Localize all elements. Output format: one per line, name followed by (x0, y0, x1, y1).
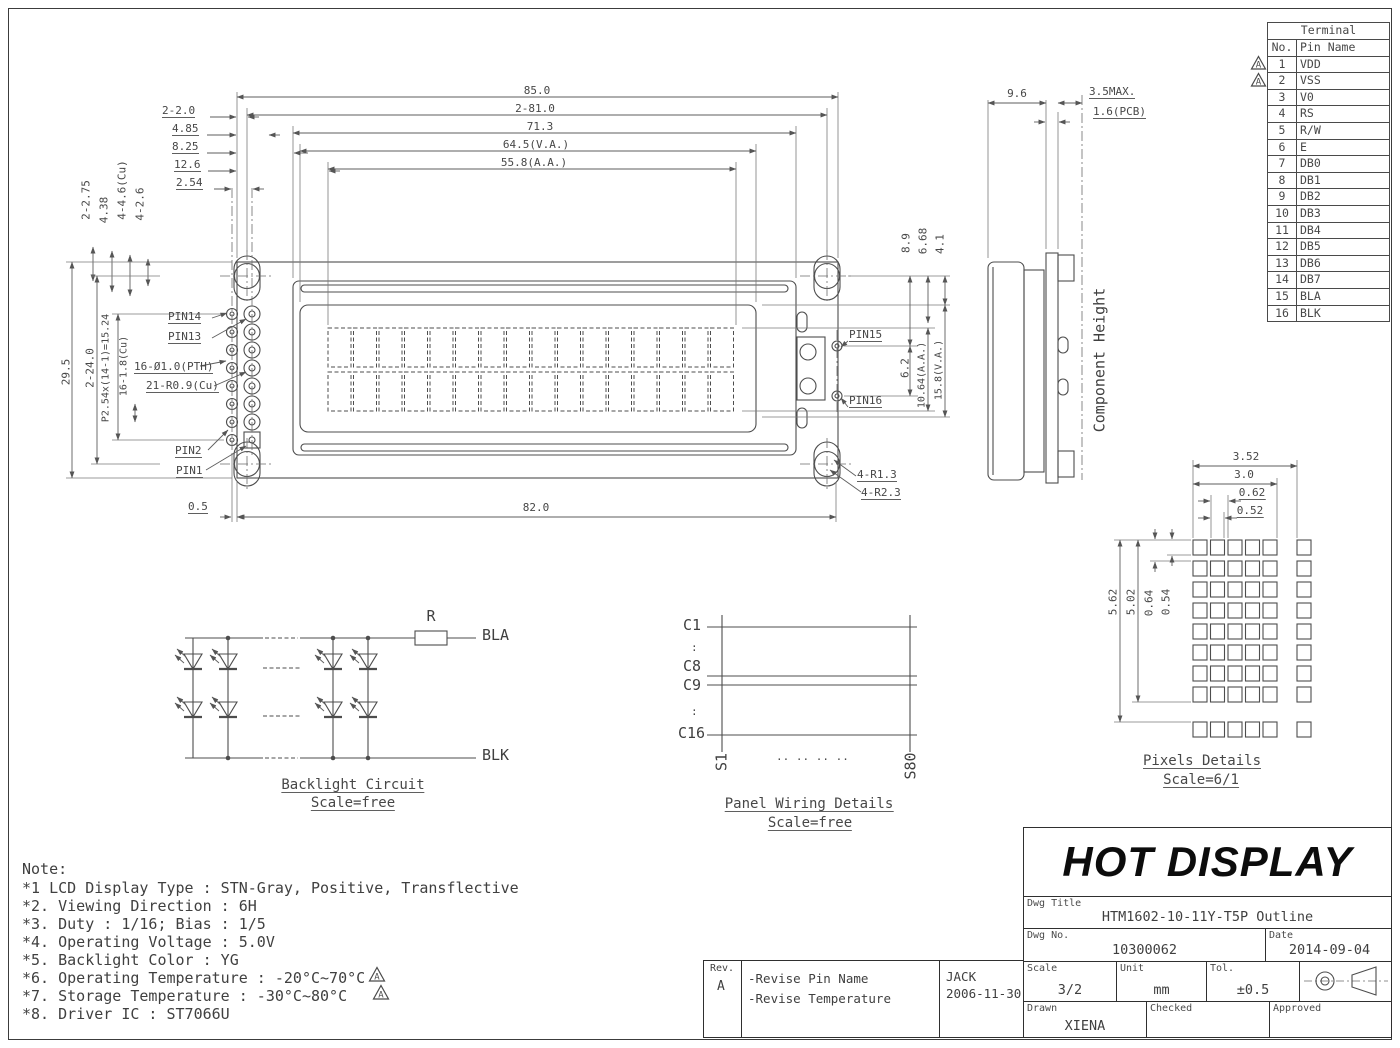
table-row: 2 VSS (1268, 73, 1390, 90)
dim-0-64: 0.64 (1142, 589, 1156, 617)
dwg-title-row (1024, 896, 1391, 928)
bezel-top-slot (301, 285, 788, 292)
table-row: 16 BLK (1268, 305, 1390, 322)
pin1-label: PIN1 (176, 464, 203, 477)
backlight-scale: Scale=free (310, 795, 396, 811)
dim-64-5-va: 64.5(V.A.) (502, 138, 570, 151)
backlight-circuit-drawing (175, 631, 476, 760)
rev-value: A (717, 979, 725, 994)
c8-label: C8 (683, 657, 702, 675)
side-view (988, 95, 1082, 483)
mounting-holes (220, 250, 854, 490)
pcb-outline (237, 262, 838, 478)
colon-1: : (691, 641, 698, 654)
unit-label: Unit (1120, 963, 1145, 974)
rev-by: JACK (946, 969, 977, 984)
dim-16-1-8-cu: 16-1.8(Cu) (118, 335, 130, 397)
dim-2-2-0: 2-2.0 (162, 104, 196, 117)
table-row: 9 DB2 (1268, 189, 1390, 206)
panel-wiring-title: Panel Wiring Details (724, 796, 894, 812)
dim-8-9: 8.9 (899, 233, 913, 253)
resistor-label: R (426, 607, 436, 625)
c16-label: C16 (678, 724, 706, 742)
svg-text:A: A (1255, 60, 1262, 71)
checked-label: Checked (1150, 1003, 1193, 1014)
dim-29-5: 29.5 (59, 358, 73, 386)
note-line: *5. Backlight Color : YG (22, 951, 239, 969)
title-block (1023, 827, 1392, 1038)
dim-5-62: 5.62 (1106, 588, 1120, 616)
wiring-dots: .. .. .. .. (776, 750, 849, 763)
dim-12-6: 12.6 (174, 158, 201, 171)
note-line: *4. Operating Voltage : 5.0V (22, 933, 275, 951)
scale-value: 3/2 (1057, 982, 1083, 998)
dwg-title-label: Dwg Title (1027, 898, 1082, 909)
front-view (220, 188, 854, 490)
pin15-label: PIN15 (849, 328, 883, 341)
dim-3-0: 3.0 (1234, 468, 1254, 481)
pcb-side (1046, 253, 1058, 483)
dwg-title-value: HTM1602-10-11Y-T5P Outline (1101, 909, 1314, 925)
svg-text:A: A (1255, 77, 1262, 88)
note-line: *2. Viewing Direction : 6H (22, 897, 257, 915)
third-angle-projection-icon (1300, 962, 1392, 1000)
pixels-details-scale: Scale=6/1 (1163, 772, 1239, 788)
dwg-no-value: 10300062 (1111, 942, 1178, 958)
svg-text:A: A (378, 990, 384, 1001)
dim-4-85: 4.85 (172, 122, 199, 135)
table-row: 4 RS (1268, 106, 1390, 123)
terminal-col-pin: Pin Name (1297, 40, 1390, 57)
dim-4-1: 4.1 (933, 234, 947, 254)
terminal-table-title: Terminal (1268, 23, 1390, 40)
dim-2-24-0: 2-24.0 (83, 348, 97, 388)
notes-heading: Note: (22, 860, 68, 878)
dim-3-5-max: 3.5MAX. (1089, 85, 1136, 98)
dim-82-0: 82.0 (522, 501, 550, 514)
scale-row (1024, 961, 1391, 1001)
svg-text:A: A (374, 972, 380, 983)
dim-4-r2-3: 4-R2.3 (861, 486, 901, 499)
note-line: *1 LCD Display Type : STN-Gray, Positive, Transflective (22, 879, 519, 897)
dim-1-6-pcb: 1.6(PCB) (1093, 105, 1146, 118)
s1-label: S1 (712, 752, 731, 772)
terminal-table (1267, 22, 1390, 322)
dim-55-8-aa: 55.8(A.A.) (500, 156, 568, 169)
c1-label: C1 (683, 616, 702, 634)
revision-block (703, 960, 1024, 1038)
led-array (175, 638, 377, 758)
drawn-value: XIENA (1064, 1018, 1106, 1034)
blk-label: BLK (482, 746, 510, 764)
table-row: 5 R/W (1268, 122, 1390, 139)
dim-71-3: 71.3 (526, 120, 554, 133)
backlight-title: Backlight Circuit (281, 777, 425, 793)
table-row: 6 E (1268, 139, 1390, 156)
panel-wiring-drawing (707, 615, 917, 752)
dim-16-pth: 16-Ø1.0(PTH) (134, 360, 214, 373)
note-line: *8. Driver IC : ST7066U (22, 1005, 230, 1023)
dim-10-64-aa: 10.64(A.A.) (916, 341, 928, 409)
dim-4-r1-3: 4-R1.3 (857, 468, 897, 481)
approved-label: Approved (1273, 1003, 1322, 1014)
component-height-label: Component Height (1090, 287, 1109, 433)
dim-15-8-va: 15.8(V.A.) (933, 339, 945, 401)
dwg-no-label: Dwg No. (1027, 930, 1070, 941)
s80-label: S80 (901, 752, 920, 780)
revision-triangle-icon (372, 984, 390, 1001)
dim-21-r0-9: 21-R0.9(Cu) (146, 379, 219, 392)
dim-8-25: 8.25 (172, 140, 199, 153)
dim-5-02: 5.02 (1124, 588, 1138, 616)
pin13-label: PIN13 (168, 330, 202, 343)
date-label: Date (1269, 930, 1294, 941)
pin14-label: PIN14 (168, 310, 202, 323)
panel-wiring-scale: Scale=free (767, 815, 853, 831)
table-row: 1 VDD (1268, 56, 1390, 73)
tol-label: Tol. (1210, 963, 1235, 974)
table-row: 7 DB0 (1268, 156, 1390, 173)
revision-triangle-icon (1250, 72, 1267, 88)
dim-0-5: 0.5 (188, 500, 208, 513)
company-logo: HOT DISPLAY (1062, 838, 1353, 885)
note-line: *7. Storage Temperature : -30°C~80°C (22, 987, 348, 1005)
display-window (300, 305, 756, 432)
drawn-row (1024, 1001, 1391, 1037)
tol-value: ±0.5 (1236, 982, 1270, 998)
dim-4-2-6: 4-2.6 (133, 187, 147, 221)
rev-date: 2006-11-30 (946, 986, 1022, 1001)
date-value: 2014-09-04 (1288, 942, 1371, 958)
dim-2-81-0: 2-81.0 (515, 102, 555, 115)
dim-0-52: 0.52 (1236, 504, 1264, 517)
dim-9-6: 9.6 (1007, 87, 1027, 100)
revision-triangle-icon (368, 966, 386, 983)
table-row: 10 DB3 (1268, 205, 1390, 222)
dim-3-52: 3.52 (1232, 450, 1260, 463)
dim-2-2-75: 2-2.75 (79, 180, 93, 220)
note-line: *6. Operating Temperature : -20°C~70°C (22, 969, 366, 987)
pin16-label: PIN16 (849, 394, 883, 407)
c9-label: C9 (683, 676, 702, 694)
pixels-details-title: Pixels Details (1142, 753, 1262, 769)
dwg-no-row (1024, 928, 1391, 961)
unit-value: mm (1153, 982, 1170, 998)
rev-note: -Revise Temperature (748, 991, 891, 1006)
bezel-outline (293, 281, 796, 455)
dim-0-54: 0.54 (1159, 588, 1173, 616)
bezel-bottom-slot (301, 444, 788, 451)
pin2-label: PIN2 (175, 444, 202, 457)
dim-4-4-6-cu: 4-4.6(Cu) (115, 160, 129, 220)
character-grid (328, 328, 734, 411)
terminal-col-no: No. (1268, 40, 1297, 57)
rev-note: -Revise Pin Name (748, 971, 869, 986)
dim-2-54: 2.54 (176, 176, 203, 189)
note-line: *3. Duty : 1/16; Bias : 1/5 (22, 915, 266, 933)
dim-0-62: 0.62 (1238, 486, 1266, 499)
table-row: 15 BLA (1268, 288, 1390, 305)
rev-label: Rev. (710, 963, 735, 974)
table-row: 8 DB1 (1268, 172, 1390, 189)
table-row: 11 DB4 (1268, 222, 1390, 239)
projection-symbol-cell (1299, 962, 1393, 1001)
colon-2: : (691, 705, 698, 718)
revision-triangle-icon (1250, 55, 1267, 71)
scale-label: Scale (1027, 963, 1058, 974)
table-row: 14 DB7 (1268, 272, 1390, 289)
dim-6-2: 6.2 (898, 358, 912, 378)
dim-6-68: 6.68 (916, 227, 930, 255)
dim-4-38: 4.38 (97, 196, 111, 224)
table-row: 12 DB5 (1268, 239, 1390, 256)
drawn-label: Drawn (1027, 1003, 1058, 1014)
dim-pitch-15-24: P2.54x(14-1)=15.24 (100, 313, 112, 423)
resistor-symbol (415, 631, 447, 645)
table-row: 13 DB6 (1268, 255, 1390, 272)
table-row: 3 V0 (1268, 89, 1390, 106)
dim-85-0: 85.0 (523, 84, 551, 97)
bla-label: BLA (482, 626, 510, 644)
